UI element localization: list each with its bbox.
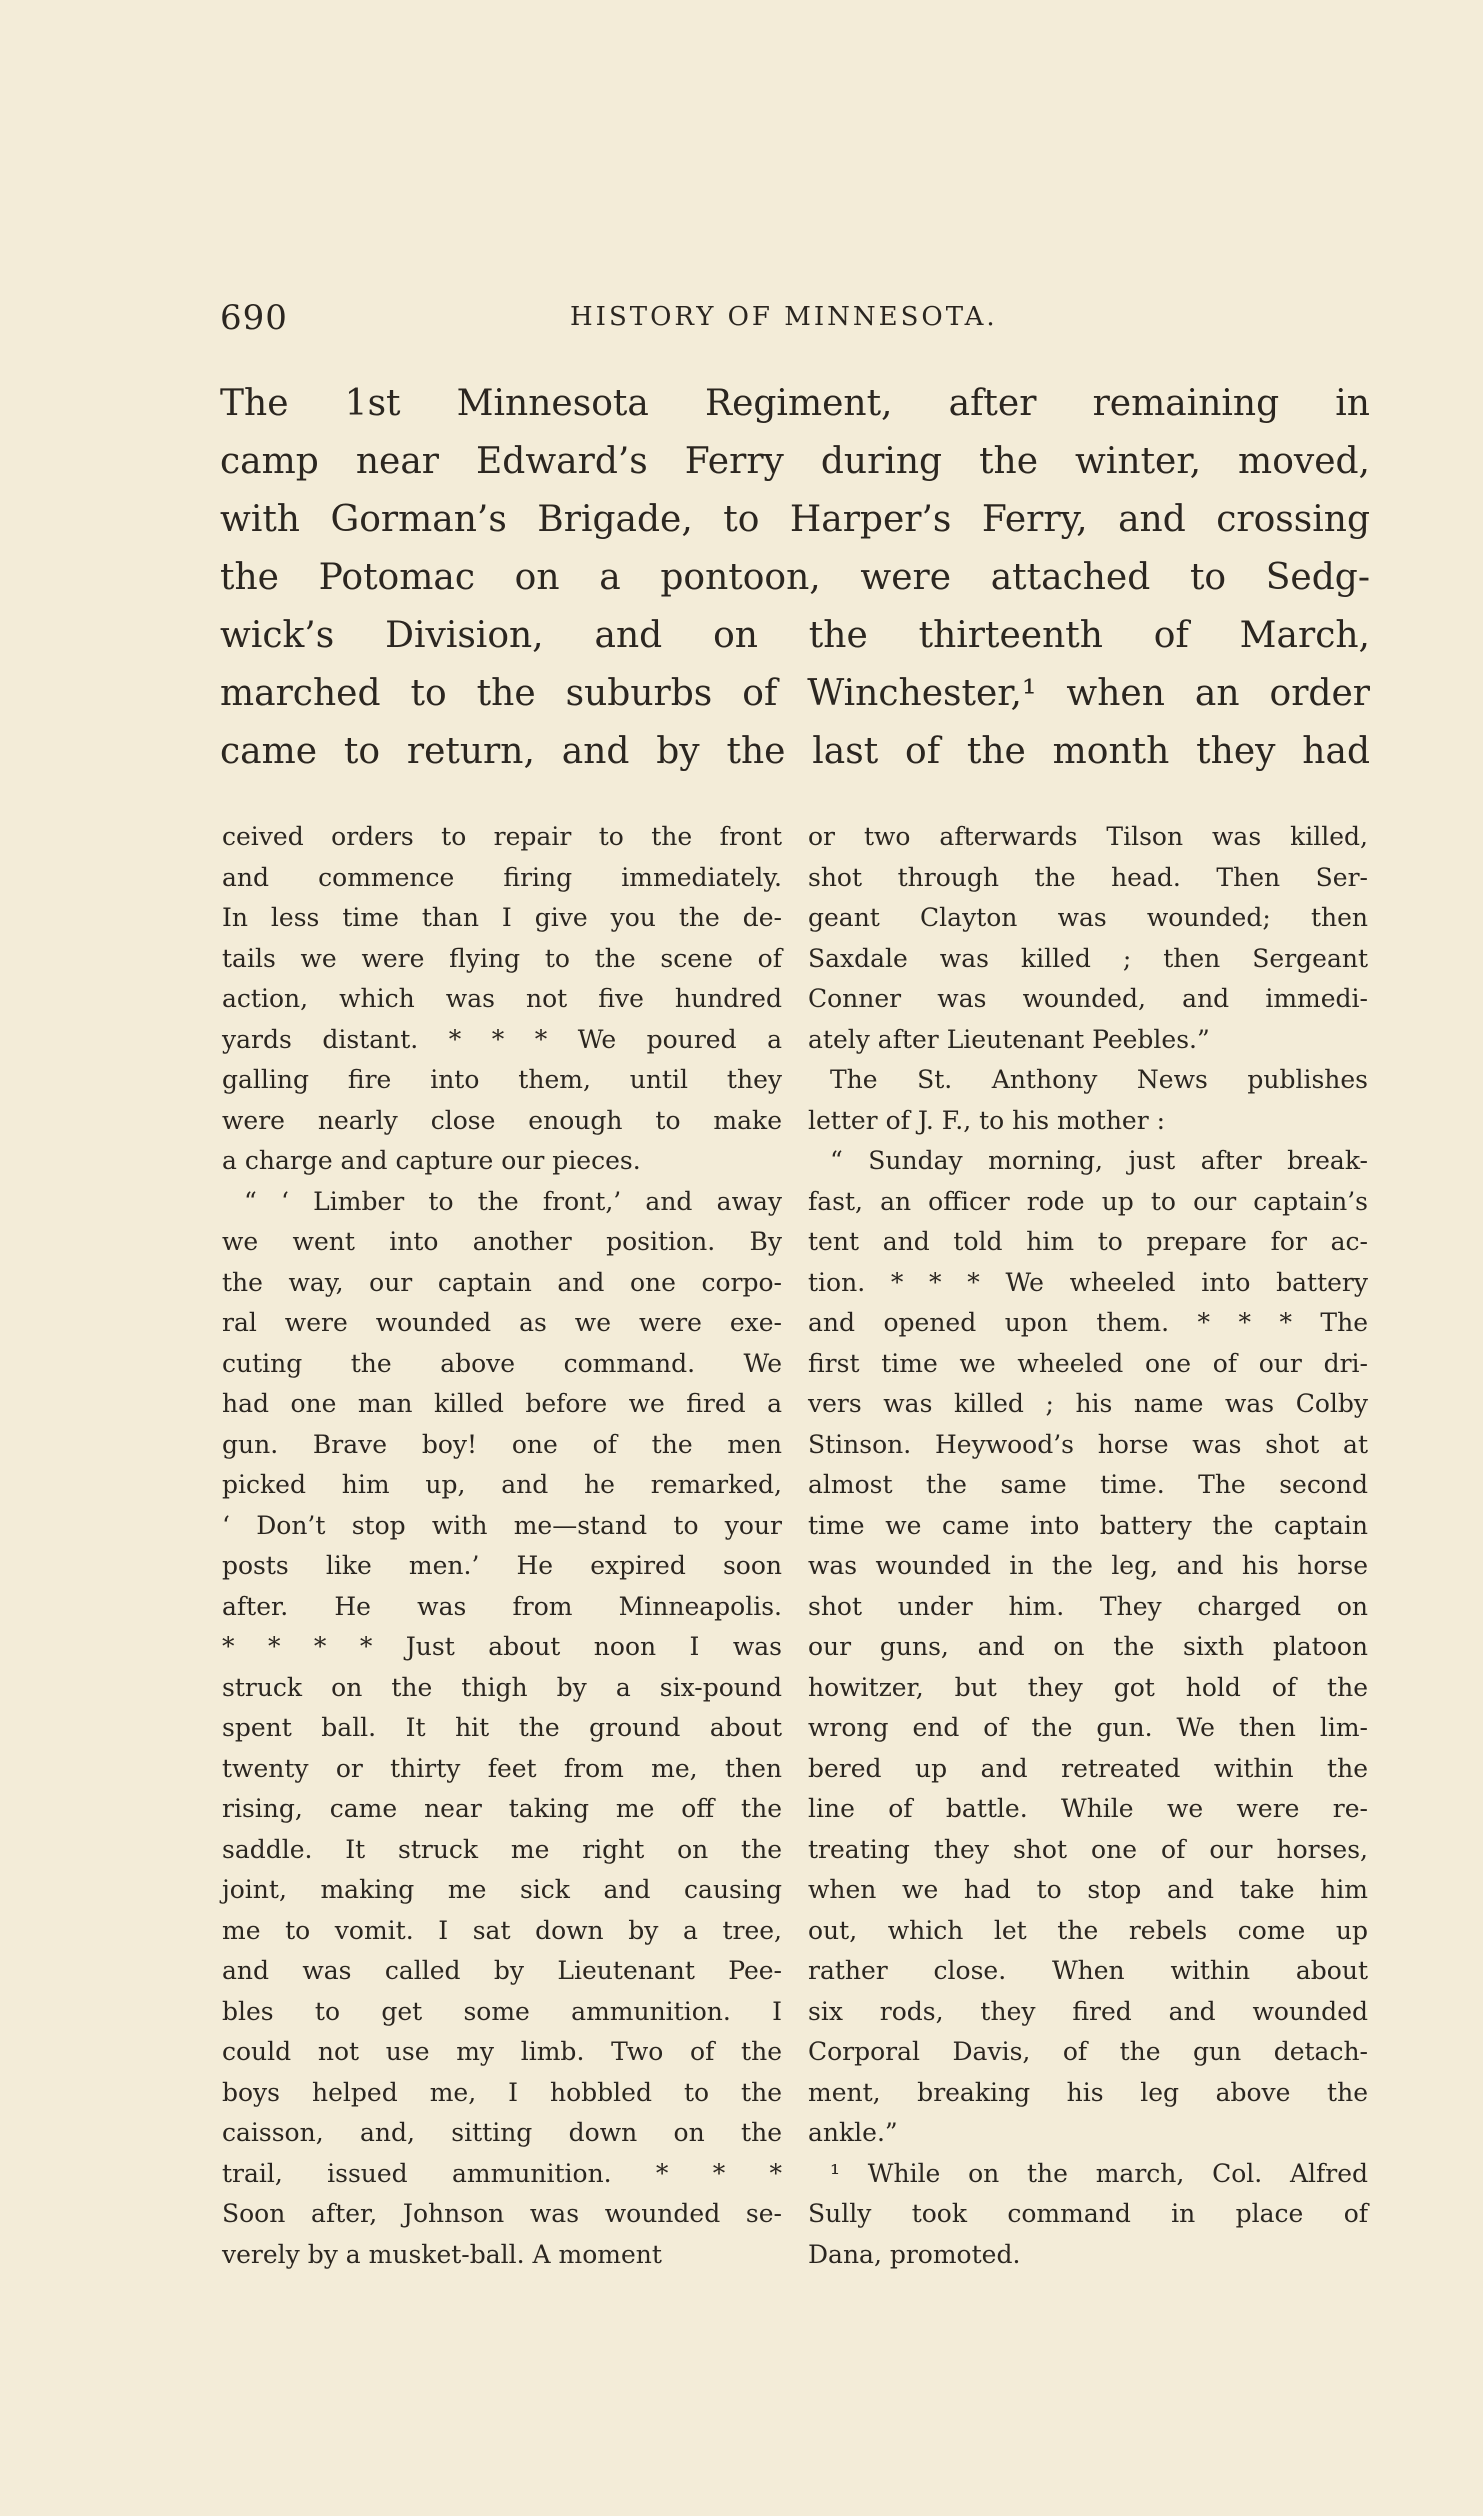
left-column-line: verely by a musket-ball. A moment [222,2239,662,2269]
right-column-line: bered up and retreated within the [808,1753,1368,1783]
right-column-line: our guns, and on the sixth platoon [808,1632,1368,1661]
right-column-line: wrong end of the gun. We then lim- [808,1713,1368,1742]
left-column-line: we went into another position. By [222,1227,782,1256]
page-number: 690 [220,298,288,338]
right-column-line: or two afterwards Tilson was killed, [808,822,1368,851]
intro-line: with Gorman’s Brigade, to Harper’s Ferry, and crossing [220,499,1370,540]
page-header [220,298,1370,348]
right-column-line: fast, an officer rode up to our captain’s [808,1186,1368,1216]
right-column-line: geant Clayton was wounded; then [808,903,1368,932]
left-column-line: struck on the thigh by a six-pound [222,1672,782,1702]
left-column-line: were nearly close enough to make [222,1105,782,1135]
left-column-line: saddle. It struck me right on the [222,1834,782,1864]
right-column-line: ately after Lieutenant Peebles.” [808,1024,1210,1054]
right-column-line: when we had to stop and take him [808,1875,1368,1904]
right-column-line: ankle.” [808,2118,898,2147]
left-column-line: ‘ Don’t stop with me—stand to your [222,1510,782,1540]
right-column-line: ment, breaking his leg above the [808,2077,1368,2107]
right-column-line: tent and told him to prepare for ac- [808,1227,1368,1256]
left-column-line: tails we were flying to the scene of [222,943,782,973]
right-column-line: tion. * * * We wheeled into battery [808,1267,1368,1297]
left-column-line: bles to get some ammunition. I [222,1996,782,2026]
left-column-line: * * * * Just about noon I was [222,1632,782,1661]
left-column-line: the way, our captain and one corpo- [222,1267,782,1297]
left-column-line: ral were wounded as we were exe- [222,1308,782,1337]
left-column-line: had one man killed before we fired a [222,1389,782,1418]
right-column-line: howitzer, but they got hold of the [808,1672,1368,1702]
left-column-line: Soon after, Johnson was wounded se- [222,2199,782,2228]
left-column-line: rising, came near taking me off the [222,1794,782,1823]
right-column-line: Dana, promoted. [808,2239,1021,2269]
left-column-line: a charge and capture our pieces. [222,1146,641,1175]
left-column-line: “ ‘ Limber to the front,’ and away [244,1186,782,1216]
left-column-line: joint, making me sick and causing [222,1875,782,1904]
right-column-line: six rods, they fired and wounded [808,1996,1368,2026]
right-column-line: Corporal Davis, of the gun detach- [808,2037,1368,2066]
right-column-line: Sully took command in place of [808,2199,1368,2228]
right-column-line: shot under him. They charged on [808,1591,1368,1621]
intro-line: marched to the suburbs of Winchester,¹ when an order [220,673,1370,714]
left-column-line: me to vomit. I sat down by a tree, [222,1915,782,1945]
right-column-line: ¹ While on the march, Col. Alfred [830,2158,1368,2188]
intro-line: came to return, and by the last of the month they had [220,731,1370,772]
left-column-line: trail, issued ammunition. * * * [222,2158,782,2188]
left-column-line: spent ball. It hit the ground about [222,1713,782,1742]
left-column-line: galling fire into them, until they [222,1065,782,1094]
right-column-line: line of battle. While we were re- [808,1794,1368,1823]
right-column-line: The St. Anthony News publishes [830,1065,1368,1094]
right-column-line: vers was killed ; his name was Colby [808,1389,1368,1418]
left-column [222,817,782,2275]
running-title: HISTORY OF MINNESOTA. [570,302,998,332]
intro-line: wick’s Division, and on the thirteenth of March, [220,615,1370,656]
left-column-line: and commence firing immediately. [222,862,782,892]
left-column-line: cuting the above command. We [222,1348,782,1378]
right-column-line: “ Sunday morning, just after break- [830,1146,1368,1175]
right-column-line: treating they shot one of our horses, [808,1834,1368,1864]
left-column-line: and was called by Lieutenant Pee- [222,1956,782,1985]
right-column-line: out, which let the rebels come up [808,1915,1368,1945]
right-column-line: almost the same time. The second [808,1470,1368,1499]
right-column-line: first time we wheeled one of our dri- [808,1348,1368,1378]
left-column-line: after. He was from Minneapolis. [222,1591,782,1621]
right-column-line: time we came into battery the captain [808,1510,1368,1540]
left-column-line: twenty or thirty feet from me, then [222,1753,782,1783]
left-column-line: gun. Brave boy! one of the men [222,1429,782,1459]
left-column-line: action, which was not five hundred [222,984,782,1013]
right-column-line: rather close. When within about [808,1956,1368,1985]
right-column-line: Stinson. Heywood’s horse was shot at [808,1429,1368,1459]
right-column-line: was wounded in the leg, and his horse [808,1551,1368,1580]
left-column-line: In less time than I give you the de- [222,903,782,932]
left-column-line: posts like men.’ He expired soon [222,1551,782,1580]
right-column [808,817,1368,2275]
right-column-line: and opened upon them. * * * The [808,1308,1368,1337]
left-column-line: ceived orders to repair to the front [222,822,782,851]
right-column-line: Conner was wounded, and immedi- [808,984,1368,1013]
intro-line: The 1st Minnesota Regiment, after remaining in [220,383,1370,424]
left-column-line: caisson, and, sitting down on the [222,2118,782,2147]
intro-line: camp near Edward’s Ferry during the winter, moved, [220,441,1370,482]
right-column-line: shot through the head. Then Ser- [808,862,1368,892]
right-column-line: letter of J. F., to his mother : [808,1105,1166,1135]
left-column-line: picked him up, and he remarked, [222,1470,782,1499]
intro-paragraph [220,375,1370,781]
right-column-line: Saxdale was killed ; then Sergeant [808,943,1368,973]
left-column-line: could not use my limb. Two of the [222,2037,782,2066]
intro-line: the Potomac on a pontoon, were attached to Sedg- [220,557,1370,598]
left-column-line: yards distant. * * * We poured a [222,1024,782,1054]
left-column-line: boys helped me, I hobbled to the [222,2077,782,2107]
